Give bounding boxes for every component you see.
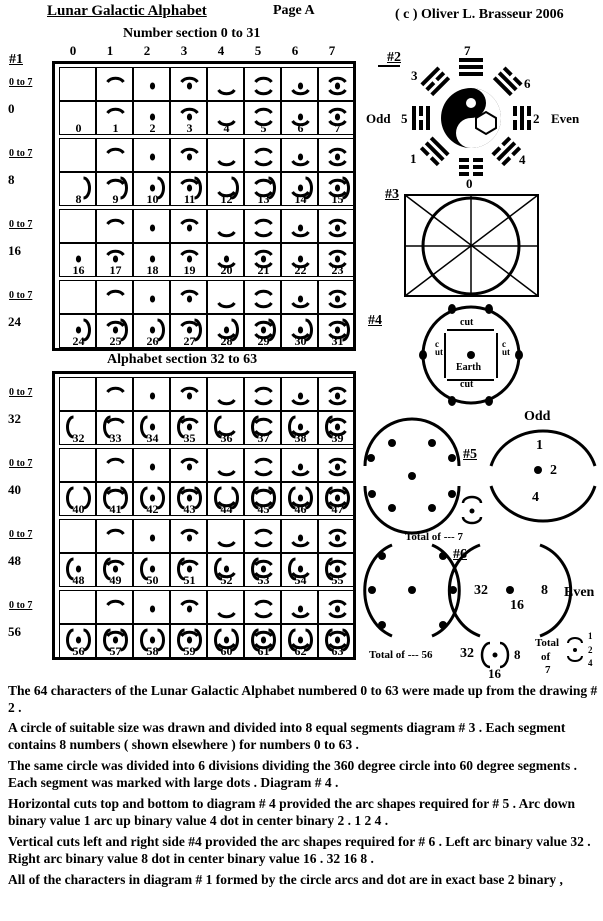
character-number: 48 — [72, 573, 85, 587]
character-number: 57 — [109, 644, 122, 658]
row-range-label: 0 to 7 — [9, 387, 33, 398]
character-number: 1 — [112, 121, 119, 135]
character-number: 29 — [257, 334, 270, 348]
diagram5-total: Total of --- 7 — [405, 531, 463, 543]
diagram2-even: Even — [551, 111, 580, 126]
row-start-number: 32 — [8, 411, 21, 426]
character-number: 26 — [146, 334, 159, 348]
character-number: 37 — [257, 431, 270, 445]
character-number: 39 — [331, 431, 344, 445]
diagram2-label-1: 1 — [410, 151, 417, 166]
paragraph-5: Vertical cuts left and right side #4 provided the arc shapes required for # 6 . Left arc binary value 32 . Right arc binary value 8 dot in center binary value 16 . 32 16 8 . — [8, 834, 591, 866]
character-number: 20 — [220, 263, 233, 277]
character-number: 51 — [183, 573, 196, 587]
diagram5-odd: Odd — [524, 409, 551, 424]
character-number: 61 — [257, 644, 270, 658]
character-number: 12 — [220, 192, 233, 206]
character-number: 7 — [334, 121, 341, 135]
paragraph-6: All of the characters in diagram # 1 formed by the circle arcs and dot are in exact base 2 binary , — [8, 872, 563, 887]
binary-2: 2 — [588, 645, 593, 655]
character-number: 4 — [223, 121, 230, 135]
diagram2-odd: Odd — [366, 111, 391, 126]
column-number: 1 — [106, 43, 114, 58]
row-start-number: 16 — [8, 243, 21, 258]
diagram2-label-2: 2 — [533, 111, 540, 126]
diagram6-even: Even — [564, 585, 595, 600]
character-number: 28 — [220, 334, 233, 348]
character-number: 3 — [186, 121, 193, 135]
total-of-7-line2: of — [541, 651, 551, 663]
diagram2-label-3: 3 — [411, 68, 418, 83]
row-start-number: 24 — [8, 314, 21, 329]
diagram2-label-7: 7 — [464, 43, 471, 58]
diagram3-marker: #3 — [385, 187, 399, 202]
diagram6-bottom-32: 32 — [460, 646, 474, 661]
diagram6-label-8: 8 — [541, 583, 548, 598]
diagram5-label-2: 2 — [550, 463, 557, 478]
alphabet-section-title: Alphabet section 32 to 63 — [107, 352, 258, 367]
diagram6-label-32: 32 — [474, 583, 488, 598]
character-number: 44 — [220, 502, 233, 516]
character-number: 18 — [146, 263, 159, 277]
paragraph-4: Horizontal cuts top and bottom to diagram # 4 provided the arc shapes required for # 5 . Arc down binary value 1 arc up binary value 4 dot in center binary 2 . 1 2 4 . — [8, 796, 576, 828]
character-number: 59 — [183, 644, 196, 658]
character-number: 38 — [294, 431, 307, 445]
character-number: 5 — [260, 121, 267, 135]
diagram2-label-4: 4 — [519, 152, 526, 167]
character-number: 27 — [183, 334, 196, 348]
character-number: 11 — [183, 192, 196, 206]
character-number: 31 — [331, 334, 344, 348]
column-number: 0 — [69, 43, 77, 58]
diagram4-cut-left: cut — [435, 339, 444, 357]
row-range-label: 0 to 7 — [9, 529, 33, 540]
document-title: Lunar Galactic Alphabet — [47, 3, 207, 19]
diagram4-cut-right: cut — [502, 339, 511, 357]
character-number: 53 — [257, 573, 270, 587]
character-number: 60 — [220, 644, 233, 658]
total-of-7-line3: 7 — [545, 664, 551, 676]
character-number: 35 — [183, 431, 196, 445]
character-number: 19 — [183, 263, 196, 277]
character-number: 22 — [294, 263, 307, 277]
character-number: 45 — [257, 502, 270, 516]
row-start-number: 40 — [8, 482, 21, 497]
column-number: 7 — [328, 43, 336, 58]
character-number: 41 — [109, 502, 122, 516]
row-range-label: 0 to 7 — [9, 219, 33, 230]
character-number: 23 — [331, 263, 344, 277]
diagram4-earth: Earth — [456, 362, 481, 373]
character-number: 46 — [294, 502, 307, 516]
character-number: 58 — [146, 644, 159, 658]
character-number: 16 — [72, 263, 85, 277]
binary-4: 4 — [588, 658, 593, 668]
paragraph-1: The 64 characters of the Lunar Galactic Alphabet numbered 0 to 63 were made up from the drawing # 2 . — [8, 683, 598, 715]
diagram6-label-16: 16 — [510, 598, 524, 613]
character-number: 62 — [294, 644, 307, 658]
row-start-number: 8 — [8, 172, 15, 187]
paragraph-2: A circle of suitable size was drawn and divided into 8 equal segments diagram # 3 . Each segment contains 8 numbers ( shown elsewhere ) for numbers 0 to 63 . — [8, 720, 566, 752]
diagram6-bottom-16: 16 — [488, 666, 501, 681]
column-number: 2 — [143, 43, 151, 58]
diagram4-marker: #4 — [368, 313, 382, 328]
diagram6-bottom-8: 8 — [514, 647, 521, 662]
column-number: 3 — [180, 43, 188, 58]
row-range-label: 0 to 7 — [9, 458, 33, 469]
character-number: 30 — [294, 334, 307, 348]
character-number: 36 — [220, 431, 233, 445]
character-number: 17 — [109, 263, 122, 277]
row-start-number: 0 — [8, 101, 15, 116]
diagram2-marker: #2 — [387, 50, 401, 65]
diagram5-label-4: 4 — [532, 490, 539, 505]
character-number: 49 — [109, 573, 122, 587]
row-start-number: 56 — [8, 624, 21, 639]
number-section-title: Number section 0 to 31 — [123, 26, 261, 41]
copyright: ( c ) Oliver L. Brasseur 2006 — [395, 7, 564, 22]
character-number: 63 — [331, 644, 344, 658]
diagram6-marker: #6 — [453, 547, 467, 562]
character-number: 47 — [331, 502, 344, 516]
character-number: 25 — [109, 334, 122, 348]
character-number: 52 — [220, 573, 233, 587]
diagram1-marker: #1 — [9, 52, 23, 67]
row-range-label: 0 to 7 — [9, 77, 33, 88]
character-number: 54 — [294, 573, 307, 587]
diagram6-total: Total of --- 56 — [369, 649, 433, 661]
page-label: Page A — [273, 3, 315, 18]
total-of-7-line1: Total — [535, 637, 560, 649]
character-number: 42 — [146, 502, 159, 516]
diagram5-label-1: 1 — [536, 438, 543, 453]
character-number: 0 — [75, 121, 82, 135]
column-number: 6 — [291, 43, 299, 58]
character-number: 21 — [257, 263, 270, 277]
character-number: 8 — [75, 192, 82, 206]
character-number: 10 — [146, 192, 159, 206]
character-number: 24 — [72, 334, 85, 348]
diagram4-cut-top: cut — [460, 317, 474, 328]
character-number: 56 — [72, 644, 85, 658]
character-number: 33 — [109, 431, 122, 445]
character-number: 55 — [331, 573, 344, 587]
character-number: 40 — [72, 502, 85, 516]
row-range-label: 0 to 7 — [9, 290, 33, 301]
diagram2-label-6: 6 — [524, 76, 531, 91]
character-number: 2 — [149, 121, 156, 135]
character-number: 14 — [294, 192, 307, 206]
row-range-label: 0 to 7 — [9, 600, 33, 611]
character-number: 43 — [183, 502, 196, 516]
column-number: 4 — [217, 43, 225, 58]
row-start-number: 48 — [8, 553, 21, 568]
character-number: 13 — [257, 192, 270, 206]
binary-1: 1 — [588, 631, 593, 641]
character-number: 9 — [112, 192, 119, 206]
character-number: 32 — [72, 431, 85, 445]
diagram5-marker: #5 — [463, 447, 477, 462]
paragraph-3: The same circle was divided into 6 divisions dividing the 360 degree circle into 60 degree segments . Each segment was marked with large dots . Diagram # 4 . — [8, 758, 577, 790]
diagram2-label-0: 0 — [466, 176, 473, 191]
character-number: 15 — [331, 192, 344, 206]
diagram4-cut-bottom: cut — [460, 379, 474, 390]
character-number: 6 — [297, 121, 304, 135]
column-number: 5 — [254, 43, 262, 58]
character-number: 50 — [146, 573, 159, 587]
character-number: 34 — [146, 431, 159, 445]
row-range-label: 0 to 7 — [9, 148, 33, 159]
diagram2-label-5: 5 — [401, 111, 408, 126]
